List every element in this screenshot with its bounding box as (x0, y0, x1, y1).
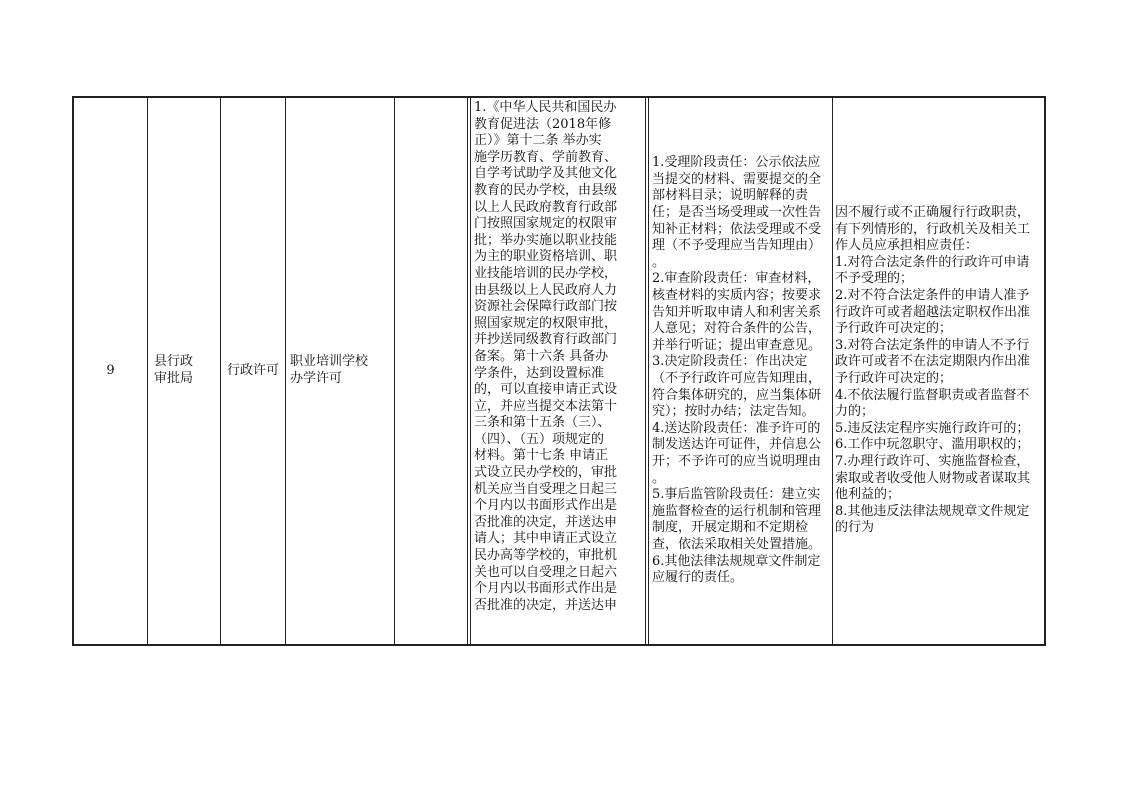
liability-text: 因不履行或不正确履行行政职责， 有下列情形的，行政机关及相关工 作人员应承担相应责任： 1.对符合法定条件的行政许可申请 不予受理的； 2.对不符合法定条件的申请人准予 行政许可或者超越法定职权作出准 予行政许可决定的； 3.对符合法定条件的申请人不予行 政许可或者不在法定期限内作出准 予行政许可决定的； 4.不依法履行监督职责或者监督不 力的； 5.违反法定程序实施行政许可的； 6.工作中玩忽职守、滥用职权的； 7.办理行政许可、实施监督检查， 索取或者收受他人财物或者谋取其 他利益的； 8.其他违反法律法规规章文件规定 的行为 (835, 205, 1031, 536)
responsibility-cell (649, 97, 833, 645)
legal-basis-text: 1.《中华人民共和国民办 教育促进法（2018年修 正）》第十二条 举办实 施学历教育、学前教育、 自学考试助学及其他文化 教育的民办学校，由县级 以上人民政府教育行政部 门按照国家规定的权限审 批；举办实施以职业技能 为主的职业资格培训、职 业技能培训的民办学校， 由县级以上人民政府人力 资源社会保障行政部门按 照国家规定的权限审批， 并抄送同级教育行政部门 备案。第十六条 具备办 学条件，达到设置标准 的，可以直接申请正式设 立，并应当提交本法第十 三条和第十五条（三）、 （四）、（五）项规定的 材料。第十七条 申请正 式设立民办学校的，审批 机关应当自受理之日起三 个月内以书面形式作出是 否批准的决定，并送达申 请人；其中申请正式设立 民办高等学校的，审批机 关也可以自受理之日起六 个月内以书面形式作出是 否批准的决定，并送达申 (470, 98, 646, 644)
responsibility-text: 1.受理阶段责任：公示依法应 当提交的材料、需要提交的全 部材料目录；说明解释的责 任；是否当场受理或一次性告 知补正材料；依法受理或不受 理（不予受理应当告知理由） 。 2.审查阶段责任：审查材料， 核查材料的实质内容；按要求 告知并听取申请人和利害关系 人意见；对符合条件的公告， 并举行听证；提出审查意见。 3.决定阶段责任：作出决定 （不予行政许可应告知理由， 符合集体研究的，应当集体研 究）；按时办结；法定告知。 4.送达阶段责任：准予许可的 制发送达许可证件，并信息公 开；不予许可的应当说明理由 。 5.事后监管阶段责任：建立实 施监督检查的运行机制和管理 制度，开展定期和不定期检 查，依法采取相关处置措施。 6.其他法律法规规章文件制定 应履行的责任。 (652, 155, 822, 586)
legal-basis-cell (468, 97, 649, 645)
sub-item-cell (395, 97, 468, 645)
power-type-cell: 行政许可 (221, 97, 286, 645)
power-list-table (72, 96, 1046, 646)
department-cell: 县行政 审批局 (148, 97, 221, 645)
item-name-cell: 职业培训学校 办学许可 (286, 97, 395, 645)
liability-cell (833, 97, 1046, 645)
table-row (73, 97, 1045, 645)
row-number-cell: 9 (73, 97, 148, 645)
